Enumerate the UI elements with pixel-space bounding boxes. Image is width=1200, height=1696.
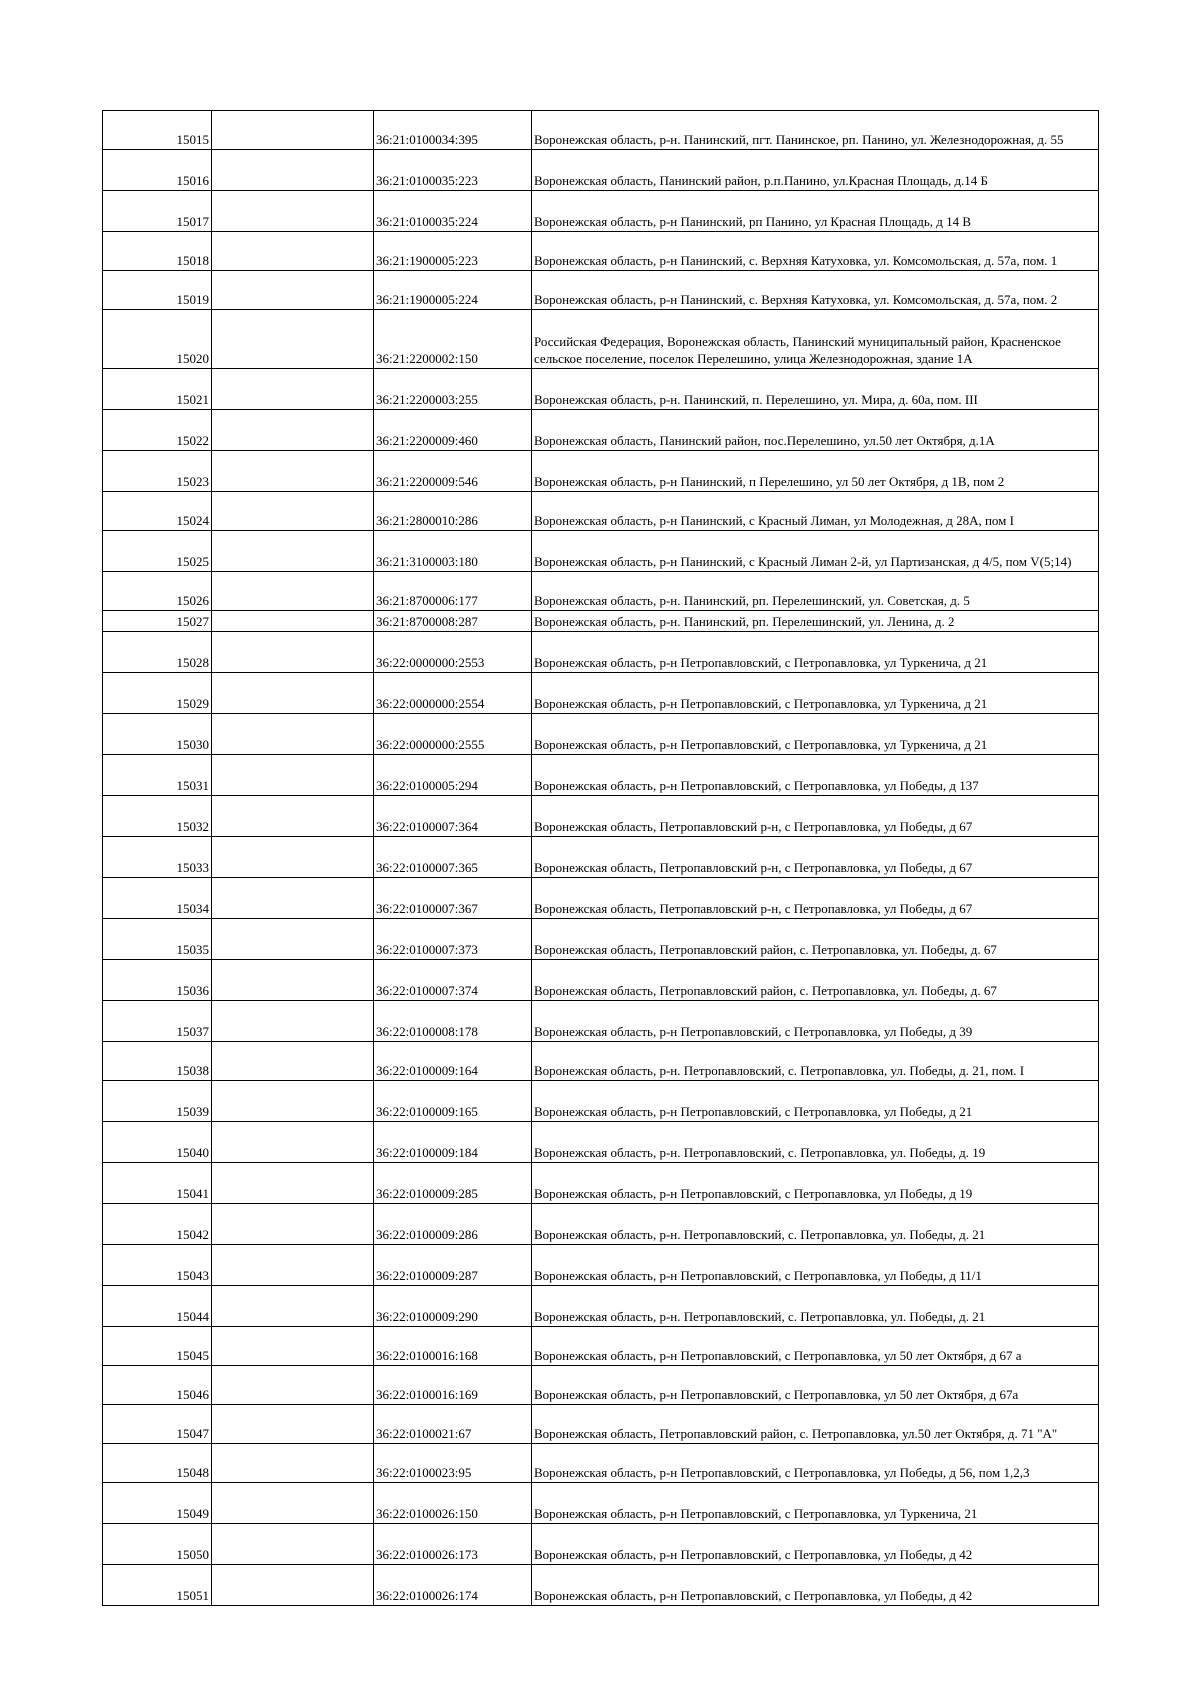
table-row: [103, 878, 1099, 919]
cadastral-number-cell: 36:22:0100009:286: [374, 1204, 532, 1245]
cadastral-number-cell: 36:22:0100007:365: [374, 837, 532, 878]
row-number-cell: 15047: [103, 1405, 212, 1444]
empty-cell: [212, 531, 374, 572]
table-row: [103, 451, 1099, 492]
row-number-cell: 15024: [103, 492, 212, 531]
address-cell: Воронежская область, р-н Петропавловский, с Петропавловка, ул Туркенича, д 21: [532, 714, 1099, 755]
address-cell: Воронежская область, Петропавловский район, с. Петропавловка, ул.50 лет Октября, д. 71 "А": [532, 1405, 1099, 1444]
table-row: [103, 1001, 1099, 1042]
empty-cell: [212, 837, 374, 878]
empty-cell: [212, 1163, 374, 1204]
table-row: [103, 837, 1099, 878]
cadastral-number-cell: 36:21:1900005:224: [374, 271, 532, 310]
row-number-cell: 15048: [103, 1444, 212, 1483]
table-row: [103, 919, 1099, 960]
table-row: [103, 1286, 1099, 1327]
table-row: [103, 1524, 1099, 1565]
cadastral-number-cell: 36:22:0100007:374: [374, 960, 532, 1001]
row-number-cell: 15027: [103, 611, 212, 632]
empty-cell: [212, 111, 374, 150]
address-cell: Воронежская область, р-н Петропавловский, с Петропавловка, ул Победы, д 42: [532, 1565, 1099, 1606]
table-row: [103, 410, 1099, 451]
address-cell: Воронежская область, р-н. Петропавловский, с. Петропавловка, ул. Победы, д. 21: [532, 1204, 1099, 1245]
cadastral-number-cell: 36:21:8700006:177: [374, 572, 532, 611]
cadastral-number-cell: 36:22:0100007:364: [374, 796, 532, 837]
cadastral-number-cell: 36:21:2200003:255: [374, 369, 532, 410]
table-row: [103, 1163, 1099, 1204]
row-number-cell: 15037: [103, 1001, 212, 1042]
address-cell: Воронежская область, р-н Петропавловский, с Петропавловка, ул Победы, д 11/1: [532, 1245, 1099, 1286]
table-row: [103, 271, 1099, 310]
empty-cell: [212, 1042, 374, 1081]
cadastral-number-cell: 36:22:0100023:95: [374, 1444, 532, 1483]
table-row: [103, 1327, 1099, 1366]
register-body: [103, 111, 1099, 1606]
cadastral-number-cell: 36:21:2200009:460: [374, 410, 532, 451]
table-row: [103, 531, 1099, 572]
table-row: [103, 232, 1099, 271]
cadastral-number-cell: 36:21:3100003:180: [374, 531, 532, 572]
table-row: [103, 111, 1099, 150]
table-row: [103, 1042, 1099, 1081]
cadastral-number-cell: 36:22:0100009:164: [374, 1042, 532, 1081]
empty-cell: [212, 611, 374, 632]
row-number-cell: 15050: [103, 1524, 212, 1565]
address-cell: Воронежская область, р-н Петропавловский, с Петропавловка, ул Победы, д 21: [532, 1081, 1099, 1122]
cadastral-number-cell: 36:22:0100009:290: [374, 1286, 532, 1327]
row-number-cell: 15023: [103, 451, 212, 492]
address-cell: Воронежская область, р-н Панинский, рп Панино, ул Красная Площадь, д 14 В: [532, 191, 1099, 232]
row-number-cell: 15031: [103, 755, 212, 796]
row-number-cell: 15039: [103, 1081, 212, 1122]
table-row: [103, 1122, 1099, 1163]
cadastral-number-cell: 36:21:1900005:223: [374, 232, 532, 271]
table-row: [103, 1204, 1099, 1245]
empty-cell: [212, 572, 374, 611]
row-number-cell: 15049: [103, 1483, 212, 1524]
address-cell: Воронежская область, р-н Панинский, п Перелешино, ул 50 лет Октября, д 1В, пом 2: [532, 451, 1099, 492]
empty-cell: [212, 1001, 374, 1042]
row-number-cell: 15041: [103, 1163, 212, 1204]
row-number-cell: 15018: [103, 232, 212, 271]
address-cell: Воронежская область, р-н. Петропавловский, с. Петропавловка, ул. Победы, д. 21: [532, 1286, 1099, 1327]
empty-cell: [212, 451, 374, 492]
row-number-cell: 15016: [103, 150, 212, 191]
row-number-cell: 15017: [103, 191, 212, 232]
table-row: [103, 755, 1099, 796]
table-row: [103, 714, 1099, 755]
empty-cell: [212, 191, 374, 232]
table-row: [103, 1483, 1099, 1524]
table-row: [103, 150, 1099, 191]
row-number-cell: 15029: [103, 673, 212, 714]
address-cell: Воронежская область, р-н Панинский, с. Верхняя Катуховка, ул. Комсомольская, д. 57а, пом. 1: [532, 232, 1099, 271]
address-cell: Воронежская область, р-н. Петропавловский, с. Петропавловка, ул. Победы, д. 19: [532, 1122, 1099, 1163]
address-cell: Воронежская область, р-н Панинский, с Красный Лиман 2-й, ул Партизанская, д 4/5, пом V(5;14): [532, 531, 1099, 572]
address-cell: Воронежская область, р-н. Панинский, п. Перелешино, ул. Мира, д. 60а, пом. III: [532, 369, 1099, 410]
address-cell: Воронежская область, р-н. Петропавловский, с. Петропавловка, ул. Победы, д. 21, пом. I: [532, 1042, 1099, 1081]
cadastral-number-cell: 36:22:0100009:285: [374, 1163, 532, 1204]
cadastral-number-cell: 36:21:2800010:286: [374, 492, 532, 531]
table-row: [103, 960, 1099, 1001]
address-cell: Воронежская область, р-н. Панинский, пгт. Панинское, рп. Панино, ул. Железнодорожная, д. 55: [532, 111, 1099, 150]
table-row: [103, 1565, 1099, 1606]
cadastral-number-cell: 36:22:0100009:165: [374, 1081, 532, 1122]
empty-cell: [212, 1122, 374, 1163]
empty-cell: [212, 310, 374, 369]
empty-cell: [212, 1286, 374, 1327]
empty-cell: [212, 1444, 374, 1483]
cadastral-number-cell: 36:22:0100016:168: [374, 1327, 532, 1366]
table-row: [103, 1245, 1099, 1286]
row-number-cell: 15043: [103, 1245, 212, 1286]
address-cell: Воронежская область, р-н Петропавловский, с Петропавловка, ул Победы, д 56, пом 1,2,3: [532, 1444, 1099, 1483]
address-cell: Воронежская область, р-н Петропавловский, с Петропавловка, ул Победы, д 42: [532, 1524, 1099, 1565]
empty-cell: [212, 1405, 374, 1444]
row-number-cell: 15051: [103, 1565, 212, 1606]
row-number-cell: 15040: [103, 1122, 212, 1163]
address-cell: Воронежская область, Петропавловский район, с. Петропавловка, ул. Победы, д. 67: [532, 919, 1099, 960]
address-cell: Российская Федерация, Воронежская область, Панинский муниципальный район, Красненское сельское поселение, поселок Перелешино, улица Железнодорожная, здание 1А: [532, 310, 1099, 369]
empty-cell: [212, 232, 374, 271]
address-cell: Воронежская область, р-н. Панинский, рп. Перелешинский, ул. Ленина, д. 2: [532, 611, 1099, 632]
cadastral-number-cell: 36:22:0100009:287: [374, 1245, 532, 1286]
row-number-cell: 15020: [103, 310, 212, 369]
address-cell: Воронежская область, р-н Петропавловский, с Петропавловка, ул Победы, д 19: [532, 1163, 1099, 1204]
cadastral-number-cell: 36:21:0100034:395: [374, 111, 532, 150]
table-row: [103, 673, 1099, 714]
empty-cell: [212, 960, 374, 1001]
empty-cell: [212, 714, 374, 755]
empty-cell: [212, 1565, 374, 1606]
table-row: [103, 1366, 1099, 1405]
empty-cell: [212, 673, 374, 714]
cadastral-number-cell: 36:21:8700008:287: [374, 611, 532, 632]
cadastral-number-cell: 36:21:2200002:150: [374, 310, 532, 369]
cadastral-number-cell: 36:22:0000000:2553: [374, 632, 532, 673]
cadastral-number-cell: 36:22:0100005:294: [374, 755, 532, 796]
address-cell: Воронежская область, Петропавловский район, с. Петропавловка, ул. Победы, д. 67: [532, 960, 1099, 1001]
table-row: [103, 572, 1099, 611]
empty-cell: [212, 1483, 374, 1524]
cadastral-number-cell: 36:22:0100008:178: [374, 1001, 532, 1042]
address-cell: Воронежская область, р-н Петропавловский, с Петропавловка, ул 50 лет Октября, д 67а: [532, 1366, 1099, 1405]
table-row: [103, 369, 1099, 410]
row-number-cell: 15026: [103, 572, 212, 611]
empty-cell: [212, 271, 374, 310]
empty-cell: [212, 755, 374, 796]
row-number-cell: 15015: [103, 111, 212, 150]
empty-cell: [212, 410, 374, 451]
empty-cell: [212, 1366, 374, 1405]
address-cell: Воронежская область, р-н Петропавловский, с Петропавловка, ул Победы, д 39: [532, 1001, 1099, 1042]
table-row: [103, 1444, 1099, 1483]
cadastral-number-cell: 36:22:0100021:67: [374, 1405, 532, 1444]
row-number-cell: 15034: [103, 878, 212, 919]
address-cell: Воронежская область, Панинский район, пос.Перелешино, ул.50 лет Октября, д.1А: [532, 410, 1099, 451]
row-number-cell: 15022: [103, 410, 212, 451]
cadastral-number-cell: 36:22:0100016:169: [374, 1366, 532, 1405]
cadastral-number-cell: 36:22:0100007:373: [374, 919, 532, 960]
empty-cell: [212, 150, 374, 191]
address-cell: Воронежская область, Петропавловский р-н, с Петропавловка, ул Победы, д 67: [532, 878, 1099, 919]
empty-cell: [212, 1327, 374, 1366]
address-cell: Воронежская область, р-н Петропавловский, с Петропавловка, ул 50 лет Октября, д 67 а: [532, 1327, 1099, 1366]
cadastral-number-cell: 36:22:0100026:174: [374, 1565, 532, 1606]
empty-cell: [212, 1204, 374, 1245]
empty-cell: [212, 1524, 374, 1565]
row-number-cell: 15035: [103, 919, 212, 960]
cadastral-number-cell: 36:21:0100035:224: [374, 191, 532, 232]
address-cell: Воронежская область, р-н Петропавловский, с Петропавловка, ул Туркенича, 21: [532, 1483, 1099, 1524]
table-row: [103, 310, 1099, 369]
row-number-cell: 15021: [103, 369, 212, 410]
row-number-cell: 15032: [103, 796, 212, 837]
empty-cell: [212, 878, 374, 919]
empty-cell: [212, 632, 374, 673]
table-row: [103, 191, 1099, 232]
table-row: [103, 1081, 1099, 1122]
cadastral-number-cell: 36:21:2200009:546: [374, 451, 532, 492]
cadastral-number-cell: 36:22:0100007:367: [374, 878, 532, 919]
row-number-cell: 15046: [103, 1366, 212, 1405]
address-cell: Воронежская область, р-н. Панинский, рп. Перелешинский, ул. Советская, д. 5: [532, 572, 1099, 611]
address-cell: Воронежская область, р-н Петропавловский, с Петропавловка, ул Туркенича, д 21: [532, 673, 1099, 714]
address-cell: Воронежская область, Панинский район, р.п.Панино, ул.Красная Площадь, д.14 Б: [532, 150, 1099, 191]
cadastral-number-cell: 36:22:0100026:150: [374, 1483, 532, 1524]
empty-cell: [212, 1245, 374, 1286]
row-number-cell: 15044: [103, 1286, 212, 1327]
address-cell: Воронежская область, Петропавловский р-н, с Петропавловка, ул Победы, д 67: [532, 796, 1099, 837]
address-cell: Воронежская область, р-н Петропавловский, с Петропавловка, ул Туркенича, д 21: [532, 632, 1099, 673]
address-cell: Воронежская область, р-н Петропавловский, с Петропавловка, ул Победы, д 137: [532, 755, 1099, 796]
cadastral-number-cell: 36:21:0100035:223: [374, 150, 532, 191]
empty-cell: [212, 919, 374, 960]
address-cell: Воронежская область, р-н Панинский, с Красный Лиман, ул Молодежная, д 28А, пом I: [532, 492, 1099, 531]
row-number-cell: 15042: [103, 1204, 212, 1245]
table-row: [103, 492, 1099, 531]
row-number-cell: 15036: [103, 960, 212, 1001]
cadastral-number-cell: 36:22:0000000:2555: [374, 714, 532, 755]
row-number-cell: 15028: [103, 632, 212, 673]
row-number-cell: 15025: [103, 531, 212, 572]
table-row: [103, 632, 1099, 673]
table-row: [103, 1405, 1099, 1444]
row-number-cell: 15030: [103, 714, 212, 755]
empty-cell: [212, 492, 374, 531]
cadastral-number-cell: 36:22:0100026:173: [374, 1524, 532, 1565]
row-number-cell: 15019: [103, 271, 212, 310]
cadastral-number-cell: 36:22:0100009:184: [374, 1122, 532, 1163]
cadastral-number-cell: 36:22:0000000:2554: [374, 673, 532, 714]
row-number-cell: 15045: [103, 1327, 212, 1366]
address-cell: Воронежская область, Петропавловский р-н, с Петропавловка, ул Победы, д 67: [532, 837, 1099, 878]
empty-cell: [212, 369, 374, 410]
table-row: [103, 611, 1099, 632]
address-cell: Воронежская область, р-н Панинский, с. Верхняя Катуховка, ул. Комсомольская, д. 57а, пом. 2: [532, 271, 1099, 310]
property-register-table: [102, 110, 1099, 1606]
empty-cell: [212, 796, 374, 837]
row-number-cell: 15033: [103, 837, 212, 878]
empty-cell: [212, 1081, 374, 1122]
row-number-cell: 15038: [103, 1042, 212, 1081]
table-row: [103, 796, 1099, 837]
